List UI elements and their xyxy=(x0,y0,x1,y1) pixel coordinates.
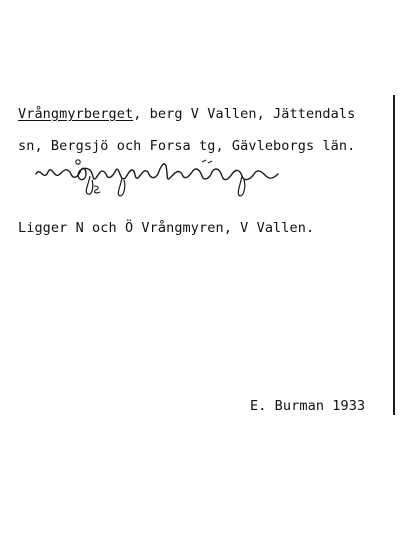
headword: Vrångmyrberget xyxy=(18,106,134,122)
entry-line-2: sn, Bergsjö och Forsa tg, Gävleborgs län. xyxy=(18,138,356,154)
entry-line-1-text: , berg V Vallen, Jättendals xyxy=(133,106,356,122)
card-border-line xyxy=(393,95,395,415)
handwritten-pronunciation xyxy=(32,156,302,198)
entry-line-1 xyxy=(18,106,355,122)
entry-line-3: Ligger N och Ö Vrångmyren, V Vallen. xyxy=(18,220,315,236)
signature: E. Burman 1933 xyxy=(250,398,366,414)
